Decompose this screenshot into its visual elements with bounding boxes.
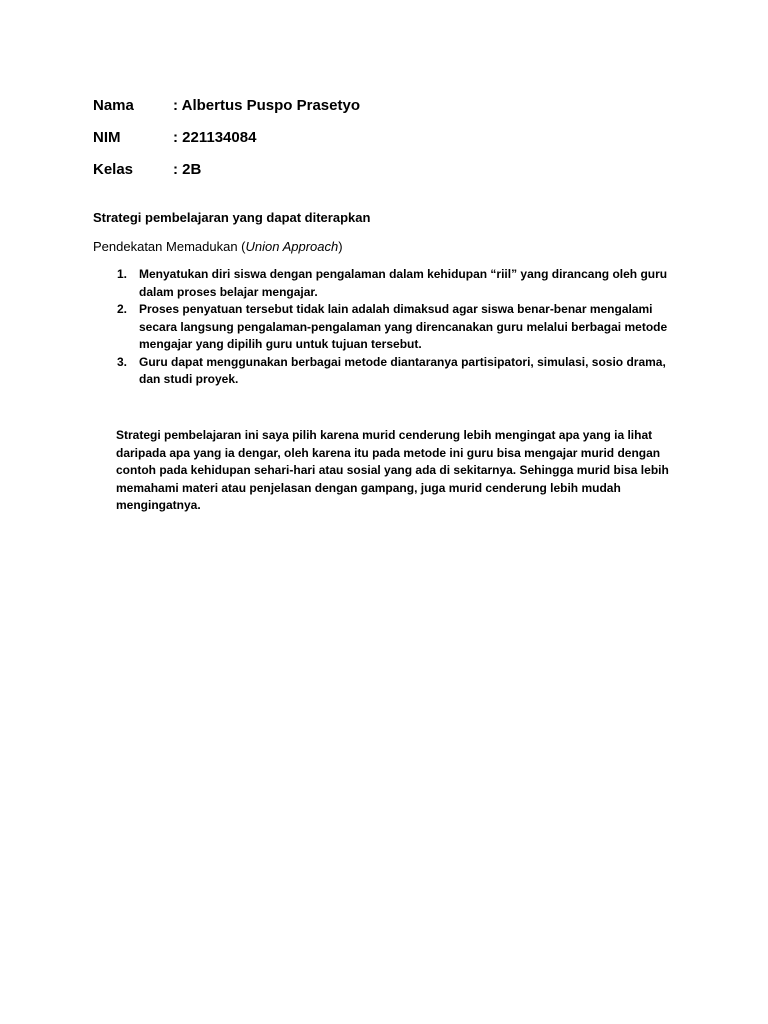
identity-row-nim bbox=[93, 121, 360, 153]
list-item-text: Proses penyatuan tersebut tidak lain adalah dimaksud agar siswa benar-benar mengalami secara langsung pengalaman-pengalaman yang direncanakan guru melalui berbagai metode mengajar yang dipilih guru untuk tujuan tersebut. bbox=[139, 302, 668, 351]
approach-suffix: ) bbox=[338, 239, 343, 254]
approach-heading bbox=[93, 239, 343, 254]
identity-block bbox=[93, 89, 360, 185]
class-value: : 2B bbox=[173, 160, 202, 178]
list-item bbox=[93, 266, 683, 301]
list-item-text: Guru dapat menggunakan berbagai metode diantaranya partisipatori, simulasi, sosio drama, dan studi proyek. bbox=[139, 354, 666, 386]
list-item-text: Menyatukan diri siswa dengan pengalaman dalam kehidupan “riil” yang dirancang oleh guru dalam proses belajar mengajar. bbox=[139, 267, 668, 299]
list-item-number: 3. bbox=[117, 354, 128, 369]
list-item-number: 1. bbox=[117, 267, 128, 281]
approach-italic: Union Approach bbox=[245, 239, 339, 254]
name-value: : Albertus Puspo Prasetyo bbox=[173, 96, 360, 114]
identity-row-name bbox=[93, 89, 360, 121]
class-label: Kelas bbox=[93, 160, 134, 178]
steps-list bbox=[93, 266, 683, 389]
list-item bbox=[93, 354, 683, 389]
section-title: Strategi pembelajaran yang dapat diterapkan bbox=[93, 210, 371, 225]
name-label: Nama bbox=[93, 96, 134, 114]
reason-paragraph: Strategi pembelajaran ini saya pilih karena murid cenderung lebih mengingat apa yang ia lihat daripada apa yang ia dengar, oleh karena itu pada metode ini guru bisa mengajar murid dengan contoh pada kehidupan sehari-hari atau sosial yang ada di sekitarnya. Sehingga murid bisa lebih memahami materi atau penjelasan dengan gampang, juga murid cenderung lebih mudah mengingatnya. bbox=[116, 428, 669, 512]
identity-row-class bbox=[93, 153, 360, 185]
list-item bbox=[93, 301, 683, 354]
approach-prefix: Pendekatan Memadukan ( bbox=[93, 239, 246, 254]
list-item-number: 2. bbox=[117, 302, 128, 316]
nim-label: NIM bbox=[93, 128, 121, 146]
nim-value: : 221134084 bbox=[173, 128, 257, 146]
